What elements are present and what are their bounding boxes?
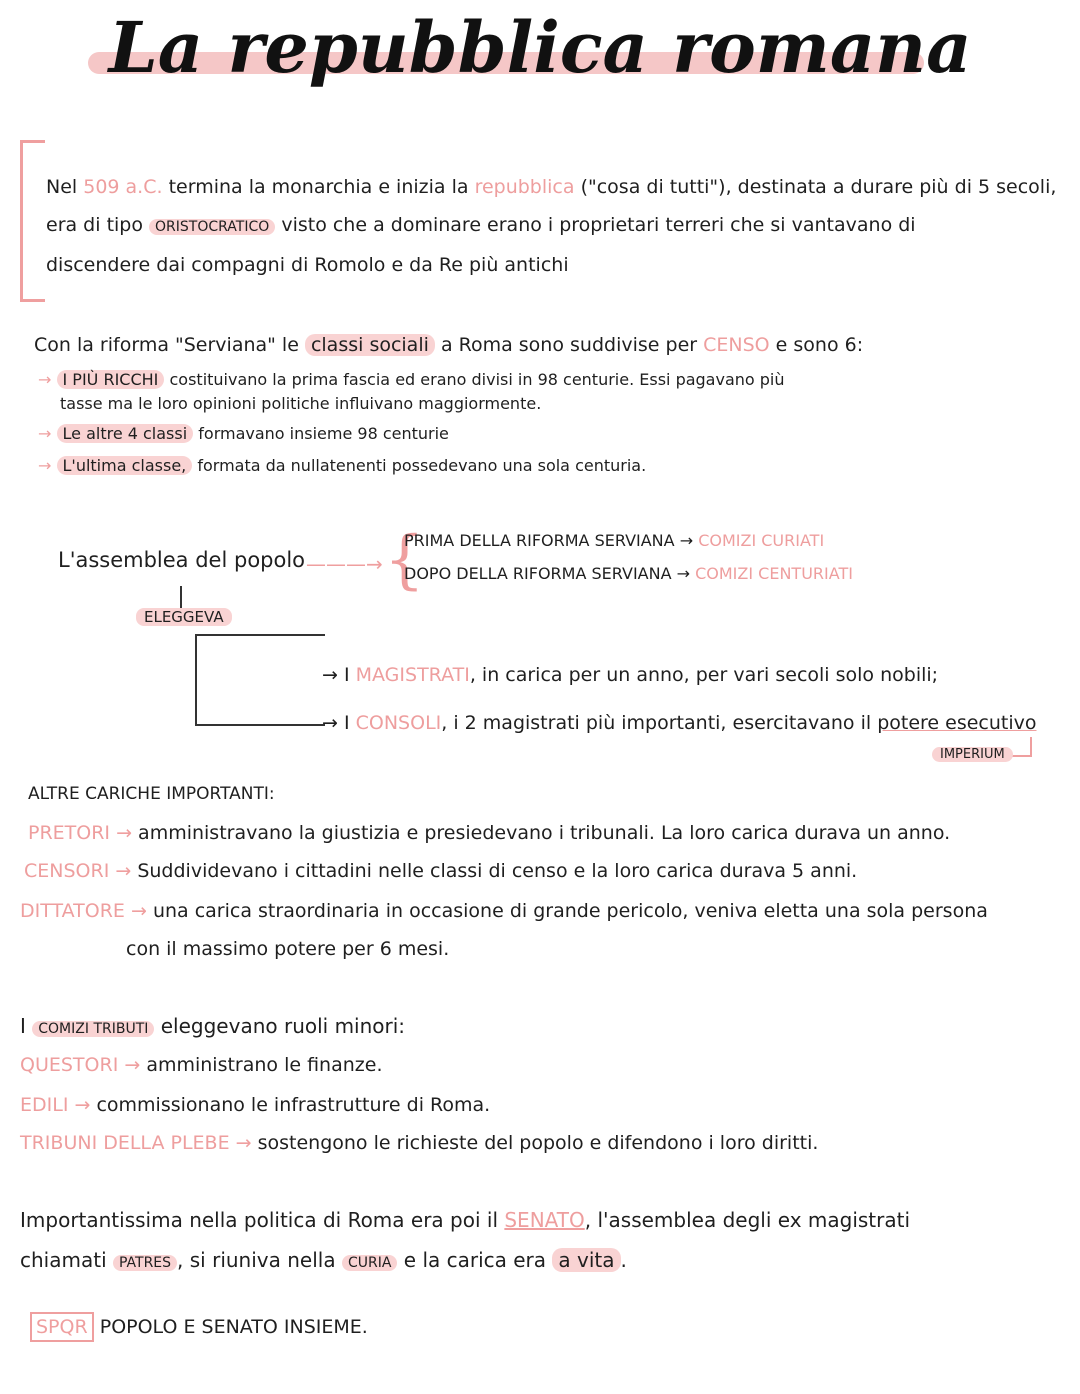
text: amministravano la giustizia e presiedevano i tribunali. La loro carica durava un anno. — [138, 822, 951, 844]
text: chiamati — [20, 1248, 107, 1272]
keyword-ricchi: I PIÙ RICCHI — [57, 370, 165, 389]
keyword-tribuni: TRIBUNI DELLA PLEBE — [20, 1132, 230, 1154]
keyword-consoli: CONSOLI — [355, 712, 442, 734]
intro-line-2 — [46, 214, 916, 236]
assembly-before — [404, 531, 824, 550]
keyword-censori: CENSORI — [24, 860, 110, 882]
text: ("cosa di tutti"), destinata a durare più di 5 secoli, — [580, 176, 1057, 198]
senato-line-2 — [20, 1248, 627, 1272]
arrow-icon: → — [74, 1094, 91, 1116]
tribuni-line — [20, 1132, 818, 1154]
text: termina la monarchia e inizia la — [168, 176, 469, 198]
text: I — [20, 1014, 26, 1038]
assembly-label: L'assemblea del popolo — [58, 548, 306, 572]
assembly-after — [404, 564, 853, 583]
keyword-a-vita: a vita — [552, 1248, 620, 1272]
connector-line — [180, 586, 182, 608]
bullet-1-cont: tasse ma le loro opinioni politiche influivano maggiormente. — [60, 394, 542, 413]
text: POPOLO E SENATO INSIEME. — [99, 1316, 368, 1338]
text: una carica straordinaria in occasione di grande pericolo, veniva eletta una sola persona — [152, 900, 988, 922]
arrow-icon: → — [38, 456, 52, 475]
text: formata da nullatenenti possedevano una sola centuria. — [197, 456, 647, 475]
connector-line — [195, 634, 325, 636]
text: I — [343, 712, 350, 734]
dittatore-line-2: con il massimo potere per 6 mesi. — [126, 938, 450, 960]
keyword-magistrati: MAGISTRATI — [355, 664, 470, 686]
page-title: La repubblica romana — [108, 6, 972, 89]
text: DOPO DELLA RIFORMA SERVIANA — [404, 564, 672, 583]
text: sostengono le richieste del popolo e difendono i loro diritti. — [257, 1132, 819, 1154]
text: Nel — [46, 176, 78, 198]
keyword-aristocratico: ORISTOCRATICO — [149, 219, 275, 235]
keyword-ultima-classe: L'ultima classe, — [57, 456, 193, 475]
keyword-curia: CURIA — [342, 1255, 397, 1271]
text: visto che a dominare erano i proprietari terreri che si vantavano di — [281, 214, 916, 236]
censori-line — [24, 860, 857, 882]
magistrati-line — [322, 664, 938, 686]
keyword-altre-classi: Le altre 4 classi — [57, 424, 194, 443]
pretori-line — [28, 822, 950, 844]
keyword-edili: EDILI — [20, 1094, 69, 1116]
text: , l'assemblea degli ex magistrati — [584, 1208, 911, 1232]
eleggeva-badge: ELEGGEVA — [136, 608, 232, 626]
arrow-icon: → — [116, 822, 132, 844]
date: 509 a.C. — [83, 176, 163, 198]
text: eleggevano ruoli minori: — [160, 1014, 406, 1038]
text: a Roma sono suddivise per — [440, 334, 698, 356]
altre-heading: ALTRE CARICHE IMPORTANTI: — [28, 784, 275, 804]
tributi-intro — [20, 1014, 405, 1038]
intro-line-1 — [46, 176, 1056, 198]
text: costituivano la prima fascia ed erano divisi in 98 centurie. Essi pagavano più — [169, 370, 785, 389]
text: Importantissima nella politica di Roma era poi il — [20, 1208, 498, 1232]
bullet-1 — [38, 370, 785, 389]
bullet-2 — [38, 424, 449, 443]
intro-bracket — [20, 140, 45, 302]
keyword-comizi-tributi: COMIZI TRIBUTI — [32, 1021, 154, 1037]
comizi-curiati: COMIZI CURIATI — [698, 531, 825, 550]
riforma-intro — [34, 334, 863, 356]
connector-line — [195, 724, 325, 726]
potere-esecutivo: potere esecutivo — [877, 712, 1037, 734]
edili-line — [20, 1094, 490, 1116]
text: formavano insieme 98 centurie — [198, 424, 449, 443]
text: commissionano le infrastrutture di Roma. — [96, 1094, 491, 1116]
text: e sono 6: — [775, 334, 864, 356]
text: PRIMA DELLA RIFORMA SERVIANA — [404, 531, 675, 550]
arrow-icon: → — [38, 424, 52, 443]
intro-line-3: discendere dai compagni di Romolo e da Re più antichi — [46, 254, 569, 276]
arrow-icon: → — [235, 1132, 252, 1154]
keyword-patres: PATRES — [113, 1255, 177, 1271]
arrow-icon: → — [322, 664, 338, 686]
spqr-line — [30, 1316, 368, 1338]
arrow-icon: → — [130, 900, 147, 922]
text: e la carica era — [403, 1248, 547, 1272]
keyword-questori: QUESTORI — [20, 1054, 119, 1076]
arrow-icon: → — [115, 860, 132, 882]
consoli-line — [322, 712, 1037, 734]
text: era di tipo — [46, 214, 143, 236]
keyword-censo: CENSO — [703, 334, 770, 356]
arrow-icon: → — [38, 370, 52, 389]
bullet-3 — [38, 456, 646, 475]
text: Suddividevano i cittadini nelle classi di censo e la loro carica durava 5 anni. — [137, 860, 858, 882]
comizi-centuriati: COMIZI CENTURIATI — [695, 564, 853, 583]
arrow-icon: → — [124, 1054, 141, 1076]
connector-line — [195, 634, 197, 726]
text: , i 2 magistrati più importanti, esercitavano il — [441, 712, 872, 734]
brace-icon: { — [384, 523, 425, 597]
text: Con la riforma "Serviana" le — [34, 334, 299, 356]
arrow-icon: → — [676, 564, 691, 583]
keyword-dittatore: DITTATORE — [20, 900, 125, 922]
keyword-senato: SENATO — [504, 1208, 585, 1232]
spqr-badge: SPQR — [30, 1312, 94, 1342]
keyword-repubblica: repubblica — [474, 176, 575, 198]
keyword-classi-sociali: classi sociali — [305, 334, 435, 356]
keyword-pretori: PRETORI — [28, 822, 111, 844]
text: I — [343, 664, 350, 686]
questori-line — [20, 1054, 383, 1076]
text: . — [620, 1248, 627, 1272]
dittatore-line — [20, 900, 988, 922]
imperium-connector — [1012, 737, 1032, 757]
arrow-icon: → — [679, 531, 694, 550]
text: amministrano le finanze. — [146, 1054, 383, 1076]
senato-line-1 — [20, 1208, 910, 1232]
arrow-icon: ———→ — [306, 552, 383, 576]
text: , si riuniva nella — [177, 1248, 336, 1272]
arrow-icon: → — [322, 712, 338, 734]
imperium-badge: IMPERIUM — [932, 747, 1013, 762]
text: , in carica per un anno, per vari secoli solo nobili; — [469, 664, 939, 686]
